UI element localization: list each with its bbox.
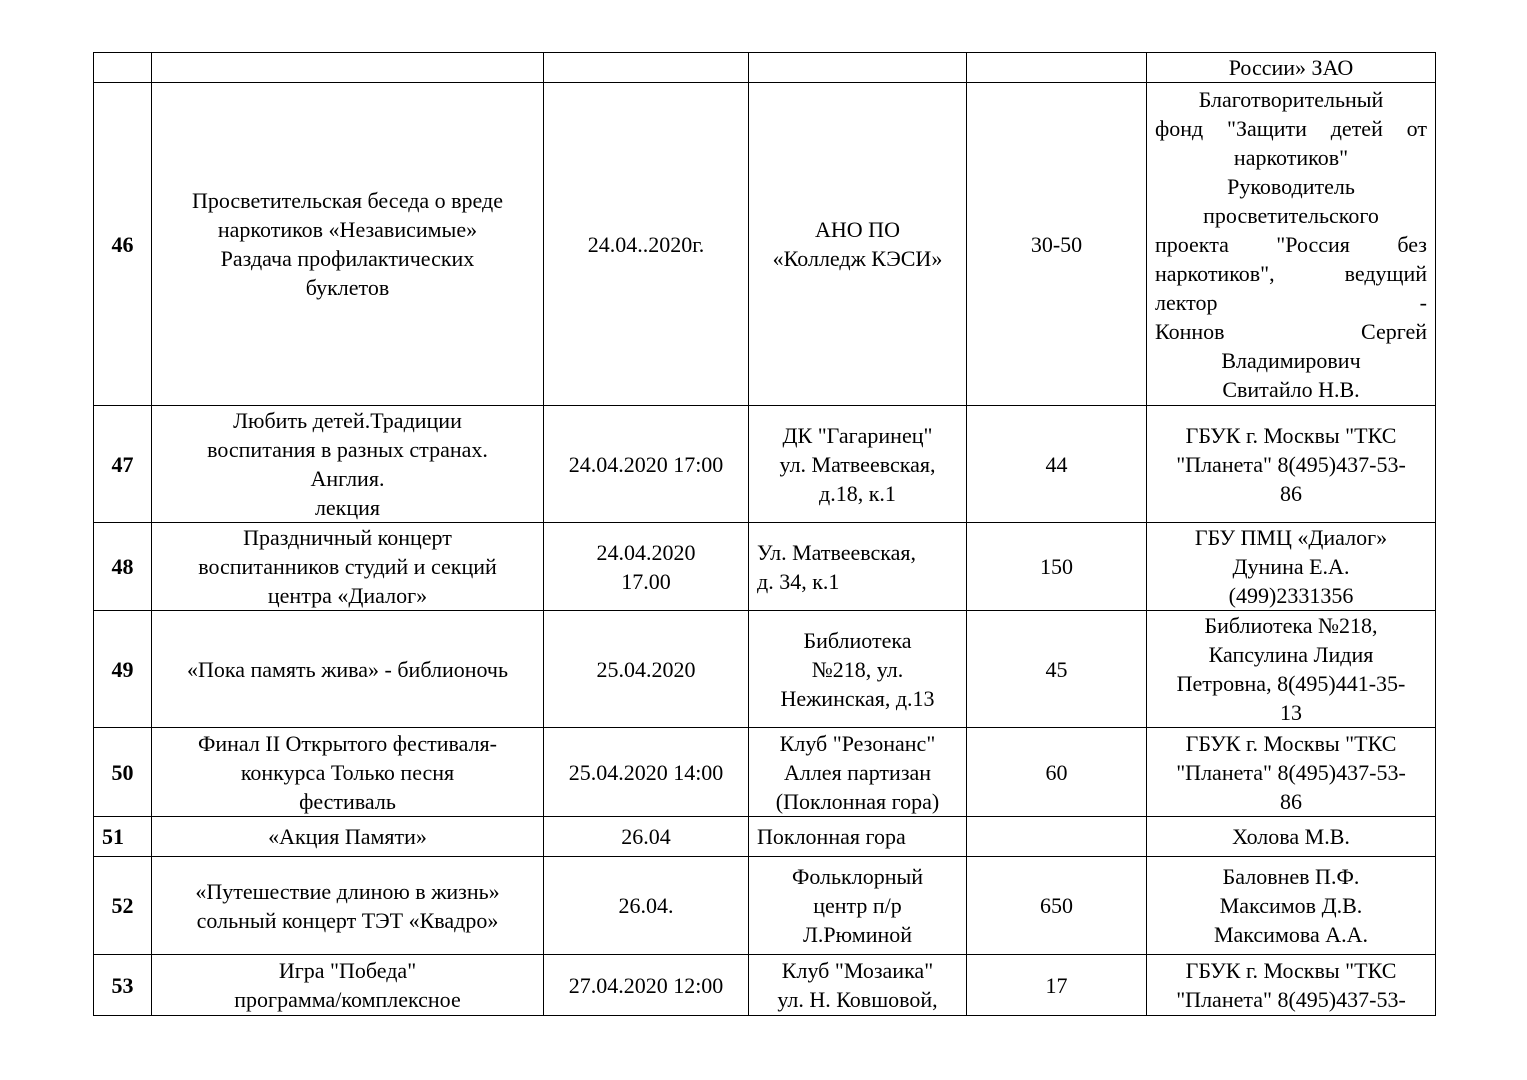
count-cell: 17 xyxy=(967,955,1147,1016)
place-line: АНО ПО xyxy=(815,217,900,242)
event-line: воспитания в разных странах. xyxy=(207,437,488,462)
place-line: д.18, к.1 xyxy=(819,480,896,506)
date-line: 25.04.2020 14:00 xyxy=(568,759,724,785)
count-cell: 650 xyxy=(967,857,1147,955)
count-cell: 44 xyxy=(967,406,1147,523)
row-number-cell: 51 xyxy=(94,817,152,857)
row-number-cell: 53 xyxy=(94,955,152,1016)
organizer-line: "Планета" 8(495)437-53- xyxy=(1176,987,1406,1012)
organizer-line: Свитайло Н.В. xyxy=(1222,376,1360,402)
count-cell: 45 xyxy=(967,611,1147,728)
organizer-cell xyxy=(1147,955,1436,1016)
event-line: «Пока память жива» - библионочь xyxy=(186,656,509,682)
place-line: Клуб "Мозаика" xyxy=(781,958,934,983)
organizer-line: наркотиков" xyxy=(1233,144,1349,170)
date-line: 27.04.2020 12:00 xyxy=(568,972,724,998)
organizer-cell xyxy=(1147,83,1436,406)
organizer-cell xyxy=(1147,817,1436,857)
place-line: Клуб "Резонанс" xyxy=(779,730,936,756)
table-row xyxy=(94,728,1436,817)
place-line: Поклонная гора xyxy=(757,824,906,849)
organizer-line: 86 xyxy=(1280,788,1302,814)
count-cell xyxy=(967,53,1147,83)
organizer-cell xyxy=(1147,523,1436,611)
place-cell xyxy=(749,728,967,817)
place-cell xyxy=(749,817,967,857)
event-line: воспитанников студий и секций xyxy=(198,554,497,579)
date-cell xyxy=(544,611,749,728)
place-line: ул. Н. Ковшовой, xyxy=(777,987,938,1012)
place-line: д. 34, к.1 xyxy=(757,568,840,594)
place-line: «Колледж КЭСИ» xyxy=(772,246,943,271)
organizer-cell xyxy=(1147,406,1436,523)
count-cell: 60 xyxy=(967,728,1147,817)
event-line: Просветительская беседа о вреде xyxy=(191,188,503,213)
date-cell xyxy=(544,817,749,857)
place-cell xyxy=(749,611,967,728)
row-number-cell: 48 xyxy=(94,523,152,611)
organizer-line: Капсулина Лидия xyxy=(1208,642,1374,667)
date-cell xyxy=(544,955,749,1016)
table-row xyxy=(94,817,1436,857)
place-line: Л.Рюминой xyxy=(802,922,913,947)
organizer-line: ГБУ ПМЦ «Диалог» xyxy=(1194,525,1388,550)
organizer-line: наркотиков", ведущий xyxy=(1155,260,1427,286)
event-line: наркотиков «Независимые» xyxy=(217,217,478,242)
place-cell xyxy=(749,406,967,523)
event-cell xyxy=(152,728,544,817)
table-row xyxy=(94,406,1436,523)
organizer-line: Холова М.В. xyxy=(1232,824,1350,849)
row-number-cell xyxy=(94,53,152,83)
row-number-cell: 50 xyxy=(94,728,152,817)
organizer-line: лектор - xyxy=(1155,289,1427,315)
event-line: центра «Диалог» xyxy=(267,583,428,608)
date-cell xyxy=(544,857,749,955)
organizer-line: Коннов Сергей xyxy=(1155,318,1427,344)
event-cell xyxy=(152,406,544,523)
organizer-line: Баловнев П.Ф. xyxy=(1222,864,1360,889)
event-line: сольный концерт ТЭТ «Квадро» xyxy=(196,907,499,933)
organizer-line: 86 xyxy=(1280,480,1302,506)
event-line: Англия. xyxy=(310,466,385,491)
place-cell xyxy=(749,523,967,611)
event-line: «Путешествие длиною в жизнь» xyxy=(195,878,500,904)
organizer-line: "Планета" 8(495)437-53- xyxy=(1176,451,1406,477)
date-line: 26.04. xyxy=(618,893,674,918)
organizer-line: Благотворительный xyxy=(1198,86,1384,112)
place-line: ул. Матвеевская, xyxy=(779,451,936,477)
table-row xyxy=(94,53,1436,83)
organizer-line: 13 xyxy=(1280,700,1302,725)
table-row xyxy=(94,955,1436,1016)
event-line: буклетов xyxy=(305,275,390,300)
organizer-line: "Планета" 8(495)437-53- xyxy=(1176,759,1406,785)
date-line: 24.04.2020 xyxy=(596,539,696,565)
place-cell xyxy=(749,53,967,83)
row-number-cell: 46 xyxy=(94,83,152,406)
place-line: Аллея партизан xyxy=(783,759,932,785)
event-line: Игра "Победа" xyxy=(278,958,417,983)
organizer-line: Руководитель xyxy=(1227,173,1355,199)
date-line: 26.04 xyxy=(621,824,671,849)
place-line: Нежинская, д.13 xyxy=(780,685,935,711)
event-line: Финал II Открытого фестиваля- xyxy=(198,730,497,756)
event-line: программа/комплексное xyxy=(234,987,461,1012)
place-line: Библиотека xyxy=(803,627,912,653)
event-cell xyxy=(152,611,544,728)
date-cell xyxy=(544,728,749,817)
place-line: ДК "Гагаринец" xyxy=(782,422,933,448)
place-line: центр п/р xyxy=(813,893,902,918)
table-row xyxy=(94,523,1436,611)
event-line: «Акция Памяти» xyxy=(268,824,427,849)
event-cell xyxy=(152,523,544,611)
date-cell xyxy=(544,406,749,523)
organizer-line: Максимова А.А. xyxy=(1213,922,1369,947)
date-line: 17.00 xyxy=(621,568,671,594)
table-row xyxy=(94,857,1436,955)
date-line: 24.04.2020 17:00 xyxy=(568,451,724,477)
place-line: Фольклорный xyxy=(791,864,924,889)
count-cell xyxy=(967,817,1147,857)
organizer-cell xyxy=(1147,728,1436,817)
organizer-line: (499)2331356 xyxy=(1228,583,1354,608)
event-cell xyxy=(152,955,544,1016)
place-line: Ул. Матвеевская, xyxy=(757,539,916,565)
organizer-line: Максимов Д.В. xyxy=(1219,893,1363,918)
date-cell xyxy=(544,53,749,83)
event-cell xyxy=(152,857,544,955)
count-cell: 30-50 xyxy=(967,83,1147,406)
organizer-line: Библиотека №218, xyxy=(1204,613,1378,638)
place-cell xyxy=(749,955,967,1016)
row-number-cell: 49 xyxy=(94,611,152,728)
date-line: 24.04..2020г. xyxy=(587,231,705,257)
organizer-cell xyxy=(1147,53,1436,83)
organizer-line: Владимирович xyxy=(1221,347,1361,373)
events-table xyxy=(93,52,1436,1016)
organizer-line: ГБУК г. Москвы "ТКС xyxy=(1185,422,1397,448)
row-number-cell: 47 xyxy=(94,406,152,523)
row-number-cell: 52 xyxy=(94,857,152,955)
event-line: Раздача профилактических xyxy=(220,246,475,271)
organizer-line: Петровна, 8(495)441-35- xyxy=(1176,671,1406,696)
event-cell xyxy=(152,817,544,857)
place-line: (Поклонная гора) xyxy=(775,788,940,814)
organizer-line: ГБУК г. Москвы "ТКС xyxy=(1185,730,1397,756)
event-line: Любить детей.Традиции xyxy=(233,408,462,433)
event-line: фестиваль xyxy=(299,788,396,814)
organizer-line: России» ЗАО xyxy=(1228,55,1354,80)
event-line: конкурса Только песня xyxy=(240,759,455,785)
organizer-cell xyxy=(1147,611,1436,728)
place-cell xyxy=(749,857,967,955)
organizer-line: Дунина Е.А. xyxy=(1232,554,1350,579)
table-row xyxy=(94,611,1436,728)
date-line: 25.04.2020 xyxy=(596,656,696,682)
place-cell xyxy=(749,83,967,406)
date-cell xyxy=(544,523,749,611)
event-line: лекция xyxy=(314,495,381,520)
organizer-line: ГБУК г. Москвы "ТКС xyxy=(1185,958,1397,983)
event-line: Праздничный концерт xyxy=(243,525,452,550)
place-line: №218, ул. xyxy=(811,656,904,682)
date-cell xyxy=(544,83,749,406)
table-row xyxy=(94,83,1436,406)
event-cell xyxy=(152,53,544,83)
organizer-line: проекта "Россия без xyxy=(1155,231,1427,257)
event-cell xyxy=(152,83,544,406)
organizer-line: фонд "Защити детей от xyxy=(1155,115,1427,141)
organizer-line: просветительского xyxy=(1203,202,1379,228)
organizer-cell xyxy=(1147,857,1436,955)
count-cell: 150 xyxy=(967,523,1147,611)
